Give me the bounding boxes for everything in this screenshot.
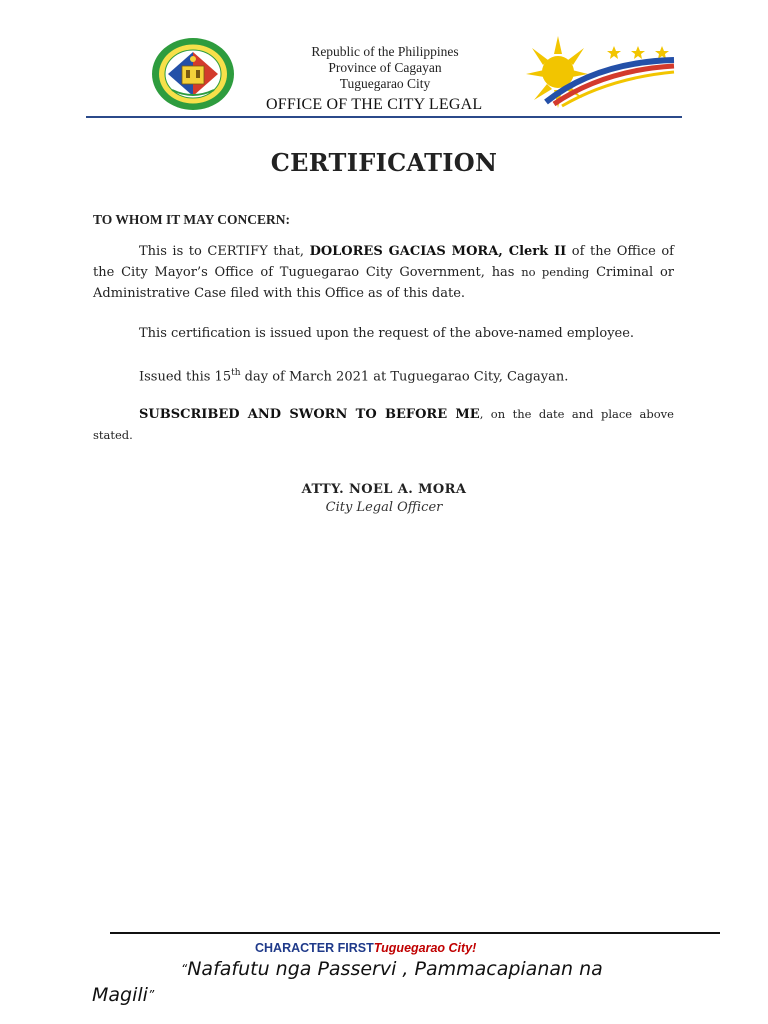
issued-text-b: day of March 2021 at Tuguegarao City, Cagayan. bbox=[240, 369, 569, 385]
document-title: CERTIFICATION bbox=[270, 148, 498, 177]
footer-city: Tuguegarao City! bbox=[373, 941, 477, 955]
header-divider bbox=[86, 116, 682, 118]
certify-text-c: has bbox=[491, 265, 522, 280]
header-republic: Republic of the Philippines bbox=[311, 44, 459, 59]
header-province: Province of Cagayan bbox=[328, 60, 442, 75]
signatory-name: ATTY. NOEL A. MORA bbox=[301, 482, 467, 497]
certify-text-d: no pending bbox=[521, 265, 590, 279]
certify-text-a: This is to CERTIFY that, bbox=[139, 244, 310, 259]
signatory-title: City Legal Officer bbox=[325, 500, 443, 515]
motto-text-2: Magili bbox=[92, 984, 148, 1006]
certify-text-b: of the Office of the City Mayor’s Office of Tuguegarao City Government, bbox=[93, 244, 674, 280]
sworn-paragraph bbox=[93, 404, 674, 446]
certify-text-e: Criminal or Administrative Case filed with this Office as of this date. bbox=[93, 265, 674, 301]
city-seal-logo bbox=[150, 36, 236, 112]
footer-motto-line2 bbox=[92, 984, 154, 1006]
footer-tagline bbox=[255, 941, 476, 955]
office-name: OFFICE OF THE CITY LEGAL bbox=[266, 96, 483, 113]
open-quote: “ bbox=[181, 962, 188, 976]
certify-paragraph bbox=[93, 241, 674, 304]
header-city: Tuguegarao City bbox=[339, 76, 431, 91]
sun-stars-logo bbox=[526, 32, 676, 108]
footer-divider bbox=[110, 932, 720, 934]
close-quote: ” bbox=[147, 988, 155, 1002]
request-text: This certification is issued upon the request of the above-named employee. bbox=[139, 326, 635, 341]
request-paragraph bbox=[93, 323, 674, 344]
salutation: TO WHOM IT MAY CONCERN: bbox=[93, 212, 291, 227]
issued-text-a: Issued this 15 bbox=[139, 369, 232, 385]
motto-text-1: Nafafutu nga Passervi , Pammacapianan na bbox=[187, 958, 603, 980]
issued-paragraph bbox=[93, 363, 674, 387]
sworn-rest: , on the date and place above stated. bbox=[93, 407, 674, 442]
issued-day-suffix: th bbox=[231, 368, 241, 378]
sworn-bold: SUBSCRIBED AND SWORN TO BEFORE ME bbox=[139, 407, 480, 422]
footer-character-first: CHARACTER FIRST bbox=[255, 941, 374, 955]
employee-name: DOLORES GACIAS MORA, Clerk II bbox=[309, 244, 567, 259]
footer-motto-line1 bbox=[181, 958, 603, 980]
